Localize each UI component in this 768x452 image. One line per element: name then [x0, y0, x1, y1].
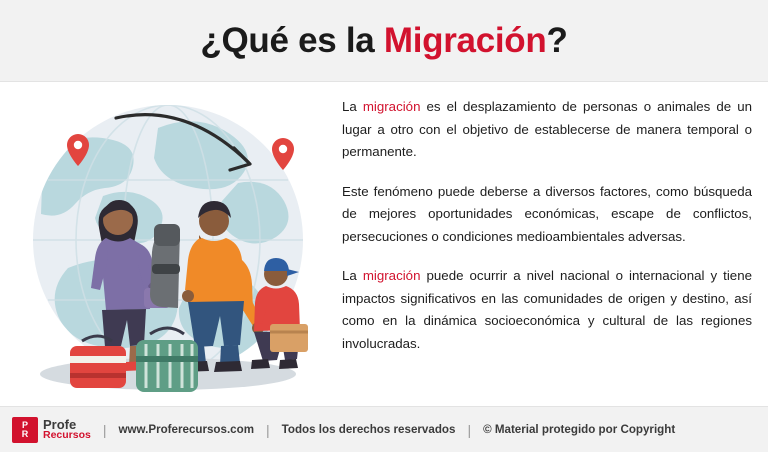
footer-copyright: © Material protegido por Copyright — [483, 423, 676, 436]
footer-rights: Todos los derechos reservados — [281, 423, 456, 436]
p1-seg-0: La — [342, 99, 363, 114]
footer-separator-1: | — [102, 421, 107, 438]
page-footer — [0, 406, 768, 452]
paragraph-2 — [342, 181, 752, 249]
p2-seg-0: Este fenómeno puede deberse a diversos factores, como búsqueda de mejores oportunidades económicas, escape de conflictos, persecuciones o condiciones medioambientales adversas. — [342, 183, 752, 244]
logo-mark-icon — [12, 417, 38, 443]
logo-mark-top: P — [21, 419, 28, 430]
footer-separator-3: | — [467, 421, 472, 438]
paragraph-3 — [342, 265, 752, 355]
title-suffix: ? — [546, 20, 568, 60]
logo-word-top: Profe — [43, 416, 77, 432]
paragraph-1 — [342, 96, 752, 164]
logo-mark-bottom: R — [21, 428, 29, 439]
page-body — [0, 82, 768, 406]
migration-illustration — [8, 88, 326, 406]
p3-seg-2: puede ocurrir a nivel nacional o internacional y tiene impactos significativos en las comunidades de origen y destino, así como en la dinámica socioeconómica y cultural de las regiones involucradas. — [342, 268, 752, 351]
brand-logo[interactable] — [12, 417, 91, 443]
logo-word-bottom: Recursos — [43, 428, 91, 441]
footer-website[interactable]: www.Proferecursos.com — [118, 423, 255, 436]
p1-seg-1-highlight: migración — [362, 99, 421, 114]
footer-separator-2: | — [266, 421, 270, 438]
logo-wordmark — [43, 416, 91, 441]
illustration-svg — [8, 88, 326, 408]
article-text — [326, 88, 758, 406]
page-title — [200, 21, 567, 61]
title-accent: Migración — [383, 20, 547, 60]
title-prefix: ¿Qué es la — [200, 20, 384, 60]
p1-seg-2: es el desplazamiento de personas o animales de un lugar a otro con el objetivo de establecerse de manera temporal o permanente. — [342, 99, 752, 159]
page-header — [0, 0, 768, 82]
p3-seg-0: La — [342, 268, 363, 283]
p3-seg-1-highlight: migración — [362, 268, 421, 283]
